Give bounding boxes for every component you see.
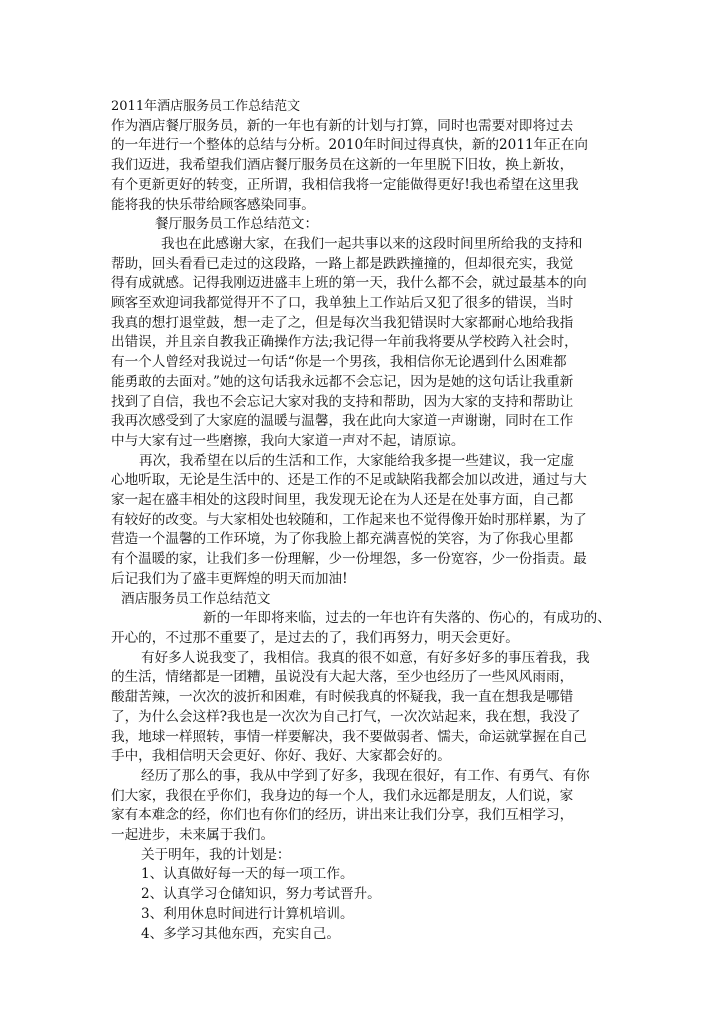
text-line: 我也在此感谢大家，在我们一起共事以来的这段时间里所给我的支持和 xyxy=(161,235,583,252)
list-item: 2、认真学习仓储知识，努力考试晋升。 xyxy=(141,886,381,903)
text-line: 开心的，不过那不重要了，是过去的了，我们再努力，明天会更好。 xyxy=(111,629,519,646)
section2-paragraph-2 xyxy=(111,649,619,767)
text-line: 我真的想打退堂鼓，想一走了之，但是每次当我犯错误时大家都耐心地给我指 xyxy=(111,314,574,331)
plan-list xyxy=(111,865,619,944)
text-line: 一起进步，未来属于我们。 xyxy=(111,827,275,844)
section1-paragraph-2 xyxy=(111,452,619,590)
intro-paragraph xyxy=(111,117,619,216)
text-line: 酸甜苦辣，一次次的波折和困难，有时候我真的怀疑我，我一直在想我是哪错 xyxy=(111,689,574,706)
text-line: 我，地球一样照转，事情一样要解决，我不要做弱者、懦夫，命运就掌握在自己 xyxy=(111,728,587,745)
plan-heading: 关于明年，我的计划是： xyxy=(141,846,291,863)
text-line: 能勇敢的去面对。”她的这句话我永远都不会忘记，因为是她的这句话让我重新 xyxy=(111,373,574,390)
text-line: 得有成就感。记得我刚迈进盛丰上班的第一天，我什么都不会，就过最基本的向 xyxy=(111,275,587,292)
section2-heading: 酒店服务员工作总结范文 xyxy=(121,590,271,607)
text-line: 的一年进行一个整体的总结与分析。2010年时间过得真快，新的2011年正在向 xyxy=(111,137,589,154)
list-item: 4、多学习其他东西，充实自己。 xyxy=(141,925,340,942)
text-line: 我们迈进，我希望我们酒店餐厅服务员在这新的一年里脱下旧妆，换上新妆， xyxy=(111,157,574,174)
document-title: 2011年酒店服务员工作总结范文 xyxy=(111,99,301,114)
text-line: 有个温暖的家，让我们多一份理解，少一份埋怨，多一份宽容，少一份指责。最 xyxy=(111,551,587,568)
text-line: 家有本难念的经，你们也有你们的经历，讲出来让我们分享，我们互相学习， xyxy=(111,807,574,824)
text-line: 我再次感受到了大家庭的温暖与温馨，我在此向大家道一声谢谢，同时在工作 xyxy=(111,413,574,430)
text-line: 新的一年即将来临，过去的一年也许有失落的、伤心的，有成功的、 xyxy=(203,610,611,627)
text-line: 中与大家有过一些磨擦，我向大家道一声对不起，请原谅。 xyxy=(111,432,465,449)
text-line: 有较好的改变。与大家相处也较随和，工作起来也不觉得像开始时那样累，为了 xyxy=(111,511,587,528)
text-line: 再次，我希望在以后的生活和工作，大家能给我多提一些建议，我一定虚 xyxy=(139,452,574,469)
section1-heading: 餐厅服务员工作总结范文： xyxy=(155,216,319,233)
section2-paragraph-1 xyxy=(111,609,619,648)
text-line: 顾客至欢迎词我都觉得开不了口，我单独上工作站后又犯了很多的错误，当时 xyxy=(111,295,574,312)
text-line: 能将我的快乐带给顾客感染同事。 xyxy=(111,196,315,213)
section2-paragraph-3 xyxy=(111,767,619,846)
text-line: 出错误，并且亲自教我正确操作方法;我记得一年前我将要从学校跨入社会时， xyxy=(111,334,578,351)
text-line: 有好多人说我变了，我相信。我真的很不如意，有好多好多的事压着我，我 xyxy=(141,649,590,666)
text-line: 们大家，我很在乎你们，我身边的每一个人，我们永远都是朋友，人们说，家 xyxy=(111,787,574,804)
text-line: 营造一个温馨的工作环境，为了你我脸上都充满喜悦的笑容，为了你我心里都 xyxy=(111,531,574,548)
text-line: 家一起在盛丰相处的这段时间里，我发现无论在为人还是在处事方面，自己都 xyxy=(111,492,574,509)
text-line: 心地听取，无论是生活中的、还是工作的不足或缺陷我都会加以改进，通过与大 xyxy=(111,472,587,489)
text-line: 有一个人曾经对我说过一句话“你是一个男孩，我相信你无论遇到什么困难都 xyxy=(111,354,567,371)
list-item: 1、认真做好每一天的每一项工作。 xyxy=(141,866,354,883)
text-line: 后记我们为了盛丰更辉煌的明天而加油! xyxy=(111,570,348,587)
text-line: 的生活，情绪都是一团糟，虽说没有大起大落，至少也经历了一些风风雨雨， xyxy=(111,669,574,686)
text-line: 手中，我相信明天会更好、你好、我好、大家都会好的。 xyxy=(111,748,451,765)
text-line: 了，为什么会这样?我也是一次次为自己打气，一次次站起来，我在想，我没了 xyxy=(111,708,581,725)
text-line: 有个更新更好的转变，正所谓，我相信我将一定能做得更好!我也希望在这里我 xyxy=(111,176,579,193)
text-line: 帮助，回头看看已走过的这段路，一路上都是跌跌撞撞的，但却很充实，我觉 xyxy=(111,255,574,272)
list-item: 3、利用休息时间进行计算机培训。 xyxy=(141,905,354,922)
text-line: 作为酒店餐厅服务员，新的一年也有新的计划与打算，同时也需要对即将过去 xyxy=(111,117,574,134)
section1-paragraph-1 xyxy=(111,235,619,452)
document-page xyxy=(111,97,619,944)
text-line: 经历了那么的事，我从中学到了好多，我现在很好，有工作、有勇气、有你 xyxy=(141,767,590,784)
text-line: 找到了自信，我也不会忘记大家对我的支持和帮助，因为大家的支持和帮助让 xyxy=(111,393,574,410)
